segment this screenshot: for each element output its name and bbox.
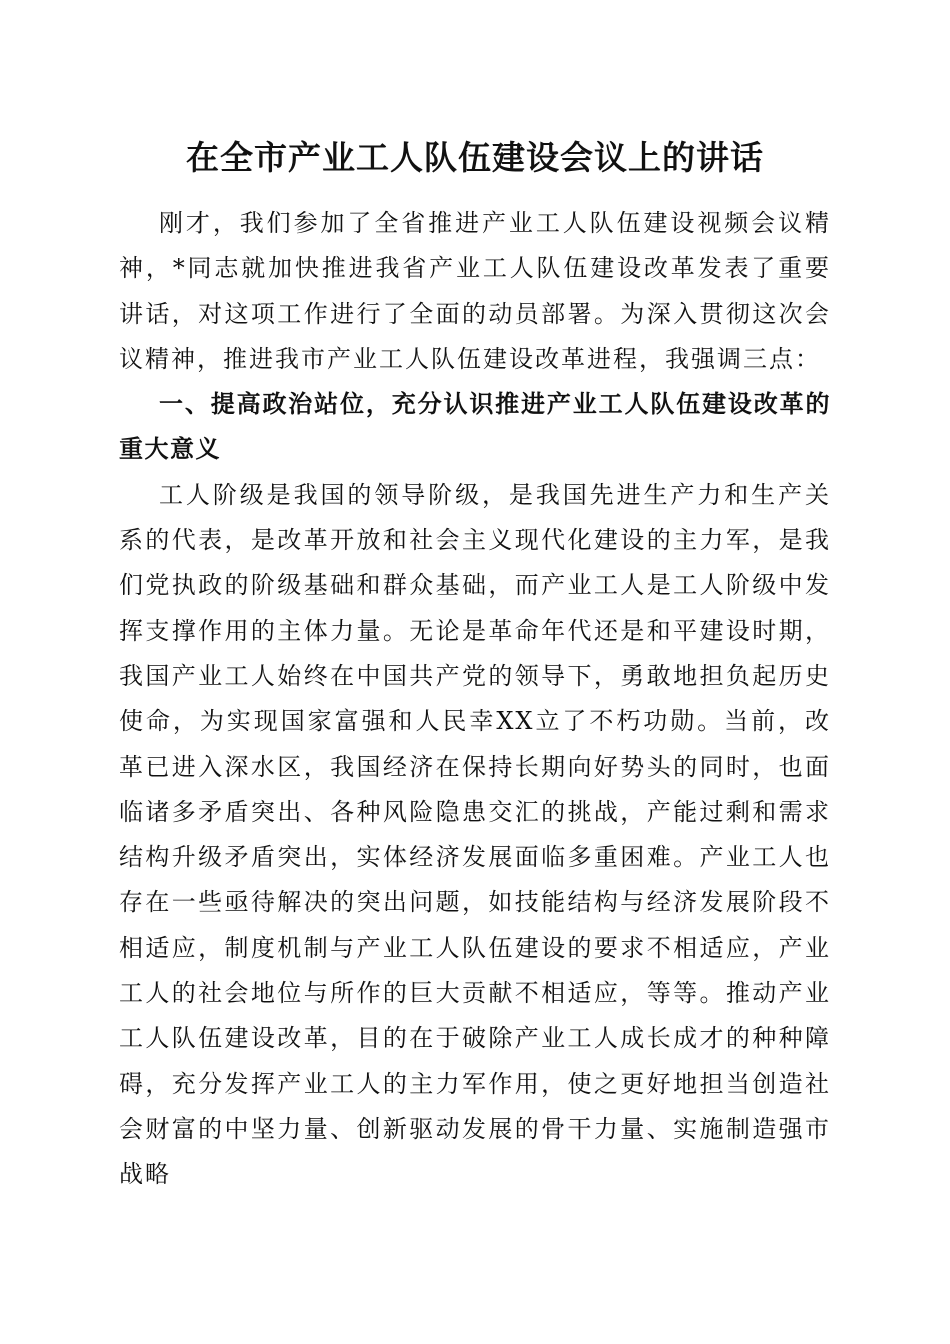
document-body (119, 201, 831, 1198)
section-paragraph: 工人阶级是我国的领导阶级，是我国先进生产力和生产关系的代表，是改革开放和社会主义现代化建设的主力军，是我们党执政的阶级基础和群众基础，而产业工人是工人阶级中发挥支撑作用的主体力量。无论是革命年代还是和平建设时期，我国产业工人始终在中国共产党的领导下，勇敢地担负起历史使命，为实现国家富强和人民幸XX立了不朽功勋。当前，改革已进入深水区，我国经济在保持长期向好势头的同时，也面临诸多矛盾突出、各种风险隐患交汇的挑战，产能过剩和需求结构升级矛盾突出，实体经济发展面临多重困难。产业工人也存在一些亟待解决的突出问题，如技能结构与经济发展阶段不相适应，制度机制与产业工人队伍建设的要求不相适应，产业工人的社会地位与所作的巨大贡献不相适应，等等。推动产业工人队伍建设改革，目的在于破除产业工人成长成才的种种障碍，充分发挥产业工人的主力军作用，使之更好地担当创造社会财富的中坚力量、创新驱动发展的骨干力量、实施制造强市战略 (119, 480, 831, 1189)
intro-paragraph: 刚才，我们参加了全省推进产业工人队伍建设视频会议精神，*同志就加快推进我省产业工人队伍建设改革发表了重要讲话，对这项工作进行了全面的动员部署。为深入贯彻这次会议精神，推进我市产业工人队伍建设改革进程，我强调三点： (119, 209, 831, 373)
document-title: 在全市产业工人队伍建设会议上的讲话 (186, 138, 764, 177)
section-heading: 一、提高政治站位，充分认识推进产业工人队伍建设改革的重大意义 (119, 390, 831, 464)
